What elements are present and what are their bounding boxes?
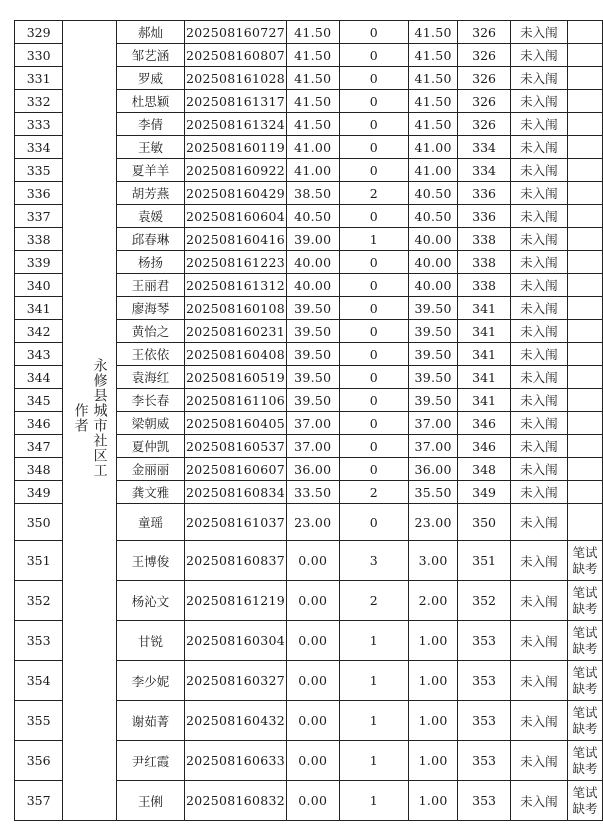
note-cell <box>568 458 603 481</box>
note-cell <box>568 366 603 389</box>
row-number-cell: 337 <box>15 205 63 228</box>
status-cell: 未入闱 <box>510 228 567 251</box>
status-cell: 未入闱 <box>510 458 567 481</box>
candidate-name-cell: 夏羊羊 <box>116 159 184 182</box>
note-cell <box>568 159 603 182</box>
row-number-cell: 345 <box>15 389 63 412</box>
total-score-cell: 1.00 <box>408 781 458 821</box>
total-score-cell: 41.50 <box>408 113 458 136</box>
note-cell <box>568 741 603 781</box>
row-number-cell: 346 <box>15 412 63 435</box>
exam-id-cell: 202508160119 <box>185 136 287 159</box>
note-cell <box>568 228 603 251</box>
candidate-name-cell: 童瑶 <box>116 504 184 541</box>
status-cell: 未入闱 <box>510 136 567 159</box>
rank-cell: 326 <box>458 90 510 113</box>
candidate-name-cell: 王俐 <box>116 781 184 821</box>
candidate-name-cell: 王敏 <box>116 136 184 159</box>
row-number-cell: 351 <box>15 541 63 581</box>
written-score-cell: 0.00 <box>286 701 339 741</box>
exam-id-cell: 202508160304 <box>185 621 287 661</box>
status-cell: 未入闱 <box>510 481 567 504</box>
total-score-cell: 40.00 <box>408 228 458 251</box>
rank-cell: 338 <box>458 274 510 297</box>
written-score-cell: 37.00 <box>286 412 339 435</box>
status-cell: 未入闱 <box>510 90 567 113</box>
exam-id-cell: 202508161219 <box>185 581 287 621</box>
row-number-cell: 353 <box>15 621 63 661</box>
row-number-cell: 347 <box>15 435 63 458</box>
bonus-points-cell: 0 <box>339 297 408 320</box>
total-score-cell: 41.50 <box>408 44 458 67</box>
bonus-points-cell: 0 <box>339 90 408 113</box>
written-score-cell: 0.00 <box>286 661 339 701</box>
written-score-cell: 41.50 <box>286 67 339 90</box>
written-score-cell: 41.50 <box>286 90 339 113</box>
exam-id-cell: 202508160834 <box>185 481 287 504</box>
total-score-cell: 40.00 <box>408 274 458 297</box>
note-cell <box>568 136 603 159</box>
bonus-points-cell: 0 <box>339 21 408 44</box>
note-cell <box>568 541 603 581</box>
note-text: 笔试缺考 <box>572 544 598 576</box>
rank-cell: 338 <box>458 228 510 251</box>
total-score-cell: 41.50 <box>408 67 458 90</box>
row-number-cell: 332 <box>15 90 63 113</box>
written-score-cell: 41.50 <box>286 21 339 44</box>
candidate-name-cell: 金丽丽 <box>116 458 184 481</box>
row-number-cell: 357 <box>15 781 63 821</box>
status-cell: 未入闱 <box>510 781 567 821</box>
bonus-points-cell: 0 <box>339 113 408 136</box>
candidate-name-cell: 李长春 <box>116 389 184 412</box>
candidate-name-cell: 王丽君 <box>116 274 184 297</box>
exam-id-cell: 202508160408 <box>185 343 287 366</box>
candidate-name-cell: 王依依 <box>116 343 184 366</box>
exam-id-cell: 202508160604 <box>185 205 287 228</box>
exam-id-cell: 202508160432 <box>185 701 287 741</box>
results-body <box>15 21 603 821</box>
note-cell <box>568 412 603 435</box>
total-score-cell: 23.00 <box>408 504 458 541</box>
rank-cell: 350 <box>458 504 510 541</box>
rank-cell: 326 <box>458 21 510 44</box>
status-cell: 未入闱 <box>510 274 567 297</box>
exam-id-cell: 202508161317 <box>185 90 287 113</box>
note-cell <box>568 251 603 274</box>
bonus-points-cell: 0 <box>339 67 408 90</box>
total-score-cell: 41.50 <box>408 90 458 113</box>
row-number-cell: 354 <box>15 661 63 701</box>
status-cell: 未入闱 <box>510 366 567 389</box>
note-cell <box>568 661 603 701</box>
total-score-cell: 41.50 <box>408 21 458 44</box>
status-cell: 未入闱 <box>510 741 567 781</box>
total-score-cell: 39.50 <box>408 343 458 366</box>
total-score-cell: 3.00 <box>408 541 458 581</box>
written-score-cell: 39.50 <box>286 343 339 366</box>
written-score-cell: 37.00 <box>286 435 339 458</box>
total-score-cell: 40.50 <box>408 205 458 228</box>
candidate-name-cell: 谢茹菁 <box>116 701 184 741</box>
rank-cell: 353 <box>458 621 510 661</box>
total-score-cell: 1.00 <box>408 741 458 781</box>
candidate-name-cell: 郝灿 <box>116 21 184 44</box>
score-sheet <box>14 20 603 821</box>
bonus-points-cell: 0 <box>339 320 408 343</box>
status-cell: 未入闱 <box>510 297 567 320</box>
exam-id-cell: 202508160837 <box>185 541 287 581</box>
candidate-name-cell: 李倩 <box>116 113 184 136</box>
rank-cell: 353 <box>458 741 510 781</box>
bonus-points-cell: 0 <box>339 389 408 412</box>
row-number-cell: 329 <box>15 21 63 44</box>
note-cell <box>568 182 603 205</box>
written-score-cell: 39.50 <box>286 297 339 320</box>
exam-id-cell: 202508161324 <box>185 113 287 136</box>
bonus-points-cell: 2 <box>339 581 408 621</box>
written-score-cell: 41.00 <box>286 136 339 159</box>
status-cell: 未入闱 <box>510 435 567 458</box>
total-score-cell: 41.00 <box>408 159 458 182</box>
note-cell <box>568 320 603 343</box>
row-number-cell: 356 <box>15 741 63 781</box>
rank-cell: 341 <box>458 366 510 389</box>
rank-cell: 352 <box>458 581 510 621</box>
rank-cell: 353 <box>458 781 510 821</box>
exam-id-cell: 202508160727 <box>185 21 287 44</box>
rank-cell: 336 <box>458 205 510 228</box>
bonus-points-cell: 0 <box>339 504 408 541</box>
row-number-cell: 349 <box>15 481 63 504</box>
rank-cell: 346 <box>458 435 510 458</box>
total-score-cell: 37.00 <box>408 412 458 435</box>
status-cell: 未入闱 <box>510 67 567 90</box>
total-score-cell: 41.00 <box>408 136 458 159</box>
rank-cell: 341 <box>458 320 510 343</box>
exam-id-cell: 202508160537 <box>185 435 287 458</box>
total-score-cell: 40.50 <box>408 182 458 205</box>
note-cell <box>568 389 603 412</box>
bonus-points-cell: 1 <box>339 701 408 741</box>
bonus-points-cell: 3 <box>339 541 408 581</box>
total-score-cell: 1.00 <box>408 661 458 701</box>
written-score-cell: 40.00 <box>286 274 339 297</box>
row-number-cell: 331 <box>15 67 63 90</box>
exam-id-cell: 202508160416 <box>185 228 287 251</box>
status-cell: 未入闱 <box>510 182 567 205</box>
total-score-cell: 36.00 <box>408 458 458 481</box>
note-text: 笔试缺考 <box>572 664 598 696</box>
note-cell <box>568 67 603 90</box>
note-cell <box>568 581 603 621</box>
row-number-cell: 338 <box>15 228 63 251</box>
rank-cell: 326 <box>458 113 510 136</box>
bonus-points-cell: 1 <box>339 621 408 661</box>
status-cell: 未入闱 <box>510 251 567 274</box>
row-number-cell: 340 <box>15 274 63 297</box>
status-cell: 未入闱 <box>510 412 567 435</box>
written-score-cell: 39.50 <box>286 389 339 412</box>
note-text: 笔试缺考 <box>572 584 598 616</box>
row-number-cell: 355 <box>15 701 63 741</box>
status-cell: 未入闱 <box>510 205 567 228</box>
bonus-points-cell: 0 <box>339 412 408 435</box>
bonus-points-cell: 0 <box>339 44 408 67</box>
row-number-cell: 335 <box>15 159 63 182</box>
total-score-cell: 1.00 <box>408 621 458 661</box>
exam-id-cell: 202508160231 <box>185 320 287 343</box>
bonus-points-cell: 0 <box>339 435 408 458</box>
total-score-cell: 39.50 <box>408 320 458 343</box>
candidate-name-cell: 王博俊 <box>116 541 184 581</box>
note-text: 笔试缺考 <box>572 624 598 656</box>
written-score-cell: 36.00 <box>286 458 339 481</box>
exam-id-cell: 202508161223 <box>185 251 287 274</box>
note-cell <box>568 781 603 821</box>
row-number-cell: 333 <box>15 113 63 136</box>
rank-cell: 326 <box>458 44 510 67</box>
rank-cell: 346 <box>458 412 510 435</box>
candidate-name-cell: 罗威 <box>116 67 184 90</box>
row-number-cell: 352 <box>15 581 63 621</box>
row-number-cell: 336 <box>15 182 63 205</box>
row-number-cell: 334 <box>15 136 63 159</box>
total-score-cell: 39.50 <box>408 297 458 320</box>
written-score-cell: 23.00 <box>286 504 339 541</box>
bonus-points-cell: 0 <box>339 159 408 182</box>
bonus-points-cell: 0 <box>339 205 408 228</box>
note-cell <box>568 435 603 458</box>
exam-id-cell: 202508160429 <box>185 182 287 205</box>
note-cell <box>568 113 603 136</box>
candidate-name-cell: 邹艺涵 <box>116 44 184 67</box>
exam-id-cell: 202508160922 <box>185 159 287 182</box>
candidate-name-cell: 甘锐 <box>116 621 184 661</box>
note-cell <box>568 621 603 661</box>
written-score-cell: 41.00 <box>286 159 339 182</box>
row-number-cell: 348 <box>15 458 63 481</box>
status-cell: 未入闱 <box>510 661 567 701</box>
note-cell <box>568 481 603 504</box>
row-number-cell: 341 <box>15 297 63 320</box>
bonus-points-cell: 0 <box>339 366 408 389</box>
status-cell: 未入闱 <box>510 621 567 661</box>
note-cell <box>568 274 603 297</box>
exam-id-cell: 202508160519 <box>185 366 287 389</box>
unit-name: 永修县城市社区工作者 <box>72 357 108 478</box>
rank-cell: 349 <box>458 481 510 504</box>
rank-cell: 341 <box>458 389 510 412</box>
row-number-cell: 350 <box>15 504 63 541</box>
candidate-name-cell: 尹红霞 <box>116 741 184 781</box>
bonus-points-cell: 1 <box>339 661 408 701</box>
exam-id-cell: 202508160832 <box>185 781 287 821</box>
rank-cell: 334 <box>458 159 510 182</box>
exam-id-cell: 202508160405 <box>185 412 287 435</box>
written-score-cell: 40.00 <box>286 251 339 274</box>
status-cell: 未入闱 <box>510 504 567 541</box>
note-cell <box>568 90 603 113</box>
bonus-points-cell: 1 <box>339 741 408 781</box>
rank-cell: 348 <box>458 458 510 481</box>
row-number-cell: 339 <box>15 251 63 274</box>
total-score-cell: 35.50 <box>408 481 458 504</box>
candidate-name-cell: 廖海琴 <box>116 297 184 320</box>
candidate-name-cell: 胡芳燕 <box>116 182 184 205</box>
status-cell: 未入闱 <box>510 320 567 343</box>
written-score-cell: 0.00 <box>286 581 339 621</box>
candidate-name-cell: 黄怡之 <box>116 320 184 343</box>
written-score-cell: 39.50 <box>286 366 339 389</box>
written-score-cell: 0.00 <box>286 621 339 661</box>
table-row <box>15 21 603 44</box>
candidate-name-cell: 龚文雅 <box>116 481 184 504</box>
written-score-cell: 0.00 <box>286 541 339 581</box>
status-cell: 未入闱 <box>510 541 567 581</box>
unit-name-cell <box>63 21 117 821</box>
bonus-points-cell: 2 <box>339 481 408 504</box>
candidate-name-cell: 杜思颖 <box>116 90 184 113</box>
exam-id-cell: 202508160807 <box>185 44 287 67</box>
status-cell: 未入闱 <box>510 343 567 366</box>
note-text: 笔试缺考 <box>572 744 598 776</box>
candidate-name-cell: 袁媛 <box>116 205 184 228</box>
note-cell <box>568 504 603 541</box>
rank-cell: 353 <box>458 701 510 741</box>
bonus-points-cell: 0 <box>339 458 408 481</box>
exam-id-cell: 202508160327 <box>185 661 287 701</box>
exam-id-cell: 202508161037 <box>185 504 287 541</box>
status-cell: 未入闱 <box>510 159 567 182</box>
written-score-cell: 38.50 <box>286 182 339 205</box>
candidate-name-cell: 杨沁文 <box>116 581 184 621</box>
bonus-points-cell: 0 <box>339 274 408 297</box>
bonus-points-cell: 0 <box>339 136 408 159</box>
exam-id-cell: 202508160607 <box>185 458 287 481</box>
written-score-cell: 41.50 <box>286 113 339 136</box>
status-cell: 未入闱 <box>510 21 567 44</box>
rank-cell: 351 <box>458 541 510 581</box>
status-cell: 未入闱 <box>510 113 567 136</box>
exam-id-cell: 202508161312 <box>185 274 287 297</box>
written-score-cell: 0.00 <box>286 781 339 821</box>
note-cell <box>568 297 603 320</box>
bonus-points-cell: 2 <box>339 182 408 205</box>
written-score-cell: 0.00 <box>286 741 339 781</box>
candidate-name-cell: 邱春琳 <box>116 228 184 251</box>
status-cell: 未入闱 <box>510 701 567 741</box>
candidate-name-cell: 杨扬 <box>116 251 184 274</box>
results-table <box>14 20 603 821</box>
bonus-points-cell: 0 <box>339 343 408 366</box>
note-cell <box>568 21 603 44</box>
rank-cell: 326 <box>458 67 510 90</box>
exam-id-cell: 202508160108 <box>185 297 287 320</box>
note-cell <box>568 343 603 366</box>
status-cell: 未入闱 <box>510 389 567 412</box>
bonus-points-cell: 0 <box>339 251 408 274</box>
exam-id-cell: 202508161106 <box>185 389 287 412</box>
status-cell: 未入闱 <box>510 581 567 621</box>
note-text: 笔试缺考 <box>572 704 598 736</box>
written-score-cell: 41.50 <box>286 44 339 67</box>
rank-cell: 341 <box>458 343 510 366</box>
candidate-name-cell: 袁海红 <box>116 366 184 389</box>
row-number-cell: 342 <box>15 320 63 343</box>
exam-id-cell: 202508160633 <box>185 741 287 781</box>
bonus-points-cell: 1 <box>339 781 408 821</box>
row-number-cell: 343 <box>15 343 63 366</box>
candidate-name-cell: 李少妮 <box>116 661 184 701</box>
rank-cell: 334 <box>458 136 510 159</box>
total-score-cell: 2.00 <box>408 581 458 621</box>
total-score-cell: 37.00 <box>408 435 458 458</box>
written-score-cell: 39.00 <box>286 228 339 251</box>
rank-cell: 338 <box>458 251 510 274</box>
written-score-cell: 39.50 <box>286 320 339 343</box>
rank-cell: 336 <box>458 182 510 205</box>
candidate-name-cell: 夏仲凯 <box>116 435 184 458</box>
written-score-cell: 33.50 <box>286 481 339 504</box>
note-cell <box>568 205 603 228</box>
written-score-cell: 40.50 <box>286 205 339 228</box>
total-score-cell: 39.50 <box>408 389 458 412</box>
total-score-cell: 40.00 <box>408 251 458 274</box>
exam-id-cell: 202508161028 <box>185 67 287 90</box>
row-number-cell: 330 <box>15 44 63 67</box>
status-cell: 未入闱 <box>510 44 567 67</box>
total-score-cell: 39.50 <box>408 366 458 389</box>
rank-cell: 341 <box>458 297 510 320</box>
note-cell <box>568 44 603 67</box>
note-cell <box>568 701 603 741</box>
candidate-name-cell: 梁朝威 <box>116 412 184 435</box>
total-score-cell: 1.00 <box>408 701 458 741</box>
rank-cell: 353 <box>458 661 510 701</box>
note-text: 笔试缺考 <box>572 784 598 816</box>
row-number-cell: 344 <box>15 366 63 389</box>
bonus-points-cell: 1 <box>339 228 408 251</box>
